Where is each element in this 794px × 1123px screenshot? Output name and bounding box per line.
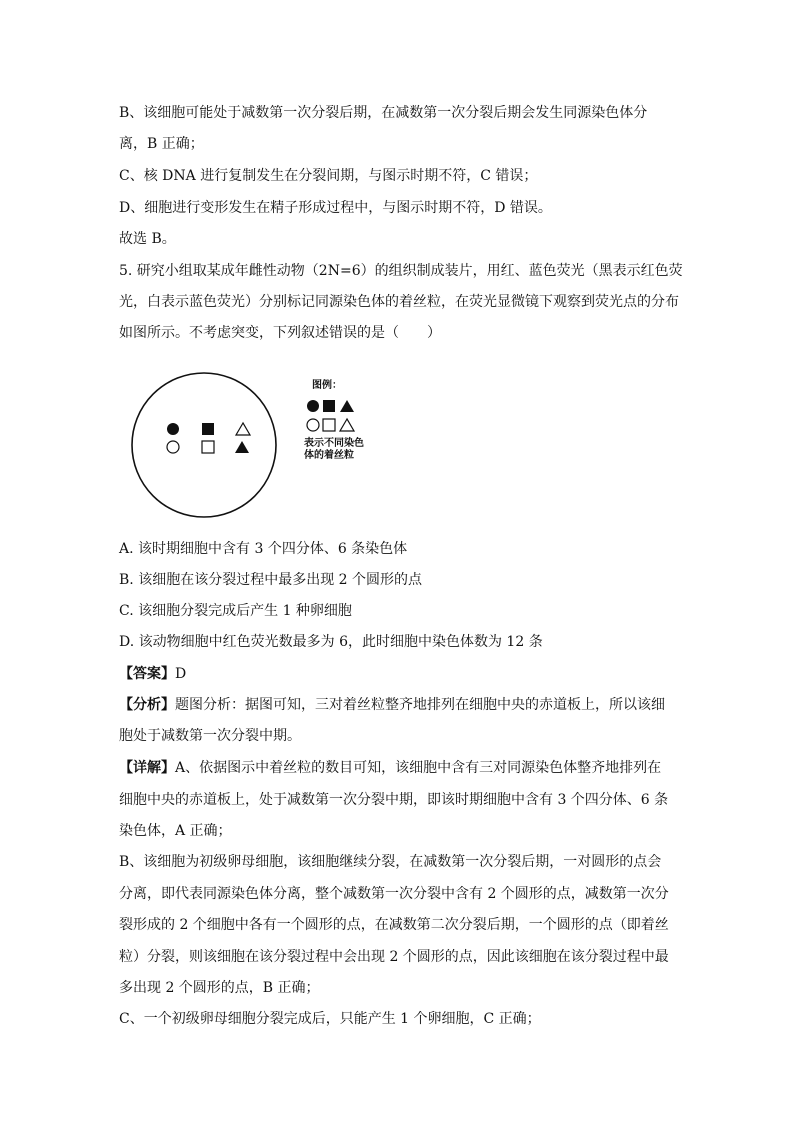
white-triangle-marker (236, 423, 250, 435)
option-d: D. 该动物细胞中红色荧光数最多为 6，此时细胞中染色体数为 12 条 (119, 634, 543, 650)
question-line: 5. 研究小组取某成年雌性动物（2N=6）的组织制成装片，用红、蓝色荧光（黑表示红色荧 (119, 263, 683, 279)
option-c: C. 该细胞分裂完成后产生 1 种卵细胞 (119, 603, 352, 619)
detail-line (119, 758, 661, 778)
legend-white-circle (307, 419, 319, 431)
answer-value: D (175, 666, 187, 682)
black-triangle-marker (235, 441, 249, 453)
analysis-line: 胞处于减数第一次分裂中期。 (119, 728, 301, 744)
legend-white-triangle (340, 419, 354, 431)
legend-black-triangle (340, 400, 354, 412)
legend-description (304, 438, 364, 462)
question-line: 如图所示。不考虑突变，下列叙述错误的是（ ） (119, 325, 441, 341)
detail-line: 细胞中央的赤道板上，处于减数第一次分裂中期，即该时期细胞中含有 3 个四分体、6 条 (119, 792, 669, 808)
legend-black-circle (307, 400, 319, 412)
detail-line: 染色体，A 正确； (119, 823, 232, 839)
analysis-text: 题图分析：据图可知，三对着丝粒整齐地排列在细胞中央的赤道板上，所以该细 (175, 697, 665, 713)
answer-line (119, 664, 186, 684)
legend-white-square (323, 419, 335, 431)
detail-text: A、依据图示中着丝粒的数目可知，该细胞中含有三对同源染色体整齐地排列在 (175, 760, 662, 776)
text-line: 离，B 正确； (119, 136, 204, 152)
detail-line: 裂形成的 2 个细胞中各有一个圆形的点，在减数第二次分裂后期，一个圆形的点（即着丝 (119, 917, 669, 933)
option-b: B. 该细胞在该分裂过程中最多出现 2 个圆形的点 (119, 572, 422, 588)
text-line: C、核 DNA 进行复制发生在分裂间期，与图示时期不符，C 错误； (119, 168, 538, 184)
text-line: 故选 B。 (119, 231, 176, 247)
legend-title: 图例： (312, 380, 342, 391)
text-line: B、该细胞可能处于减数第一次分裂后期，在减数第一次分裂后期会发生同源染色体分 (119, 105, 648, 121)
legend-black-square (323, 400, 335, 412)
legend-desc-line: 体的着丝粒 (304, 450, 354, 461)
cell-figure (130, 365, 420, 525)
answer-label: 【答案】 (119, 666, 175, 682)
detail-line: 多出现 2 个圆形的点，B 正确； (119, 980, 320, 996)
detail-line: 分离，即代表同源染色体分离，整个减数第一次分裂中含有 2 个圆形的点，减数第一次分 (119, 886, 669, 902)
white-square-marker (202, 441, 214, 453)
detail-line: B、该细胞为初级卵母细胞，该细胞继续分裂，在减数第一次分裂后期，一对圆形的点会 (119, 854, 662, 870)
black-square-marker (202, 423, 214, 435)
question-line: 光，白表示蓝色荧光）分别标记同源染色体的着丝粒，在荧光显微镜下观察到荧光点的分布 (119, 294, 679, 310)
option-a: A. 该时期细胞中含有 3 个四分体、6 条染色体 (119, 541, 408, 557)
legend-desc-line: 表示不同染色 (304, 438, 364, 449)
analysis-line (119, 695, 665, 715)
detail-label: 【详解】 (119, 760, 175, 776)
text-line: D、细胞进行变形发生在精子形成过程中，与图示时期不符，D 错误。 (119, 200, 552, 216)
detail-line: C、一个初级卵母细胞分裂完成后，只能产生 1 个卵细胞，C 正确； (119, 1011, 541, 1027)
analysis-label: 【分析】 (119, 697, 175, 713)
detail-line: 粒）分裂，则该细胞在该分裂过程中会出现 2 个圆形的点，因此该细胞在该分裂过程中最 (119, 949, 669, 965)
black-circle-marker (167, 423, 179, 435)
white-circle-marker (167, 441, 179, 453)
